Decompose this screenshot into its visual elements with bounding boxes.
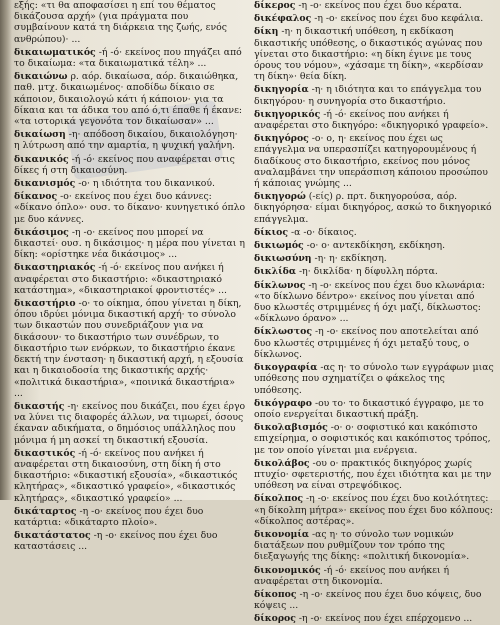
entry-definition: -η· η δικαστική υπόθεση, η εκδίκαση δικαστικής υπόθεσης, ο δικαστικός αγώνας που γίνεται στο δικαστήριο: «η δίκη έγινε με τους όρους του νόμου», «χάσαμε τη δίκη», «κερδίσαν τη δίκη»· θεία δίκη. bbox=[254, 26, 484, 83]
entry-headword: δικιωμός bbox=[254, 240, 304, 252]
dictionary-entry bbox=[254, 26, 494, 82]
dictionary-entry bbox=[14, 191, 246, 225]
dictionary-entry bbox=[14, 298, 246, 399]
entry-definition: -α -ο· δίκαιος. bbox=[291, 226, 357, 238]
entry-headword: δικηγόρος bbox=[254, 133, 309, 145]
entry-headword: δικηγορώ bbox=[254, 191, 306, 203]
entry-headword: δικονομικός bbox=[254, 564, 321, 576]
dictionary-entry bbox=[14, 530, 246, 552]
dictionary-entry bbox=[254, 529, 494, 563]
entry-headword: δικολαβισμός bbox=[254, 422, 328, 434]
entry-headword: δικαιώνω bbox=[14, 71, 68, 83]
entry-headword: δίκορος bbox=[254, 613, 296, 625]
entry-definition: -ή -ό· εκείνος που πηγάζει από το δικαίωμα: «τα δικαιωματικά τέλη» ... bbox=[14, 46, 242, 70]
entry-headword: δίκολπος bbox=[254, 493, 304, 505]
entry-definition: -ας η· το σύνολο των εγγράφων μιας υπόθεσης που σχηματίζει ο φάκελος της υπόθεσης. bbox=[254, 362, 494, 396]
entry-definition: -ή -ό· εκείνος που ανήκει ή αναφέρεται στη δικονομία. bbox=[254, 564, 450, 587]
entry-definition: -η -ο· εκείνος που έχει δυο κέρατα. bbox=[298, 0, 462, 11]
entry-definition: -η -ο· εκείνος που αποτελείται από δυο κλωστές στριμμένες ή όχι μεταξύ τους, ο δίκλωνος. bbox=[254, 326, 479, 360]
dictionary-entry bbox=[14, 506, 246, 528]
entry-definition: -ή -ό· εκείνος που ανήκει ή αναφέρεται στη δικαιοσύνη, στη δίκη ή στο δικαστήριο: «δικαστική εξουσία», «δικαστικός κλητήρας», «δικαστικό γραφείο», «δικαστικός κλητήρας», «δικαστικό γραφείο» ... bbox=[14, 447, 238, 504]
entry-headword: δίκη bbox=[254, 26, 279, 38]
entry-headword: δίκερος bbox=[254, 0, 296, 11]
entry-definition: -η· η ιδιότητα και το επάγγελμα του δικηγόρου· η συνηγορία στο δικαστήριο. bbox=[254, 84, 482, 107]
entry-headword: δίκιος bbox=[254, 226, 289, 238]
entry-headword: δικαίωση bbox=[14, 129, 66, 141]
dictionary-entry bbox=[254, 84, 494, 106]
entry-headword: δικανισμός bbox=[14, 178, 76, 190]
dictionary-entry bbox=[254, 191, 494, 225]
entry-definition: -ή -ό· εκείνος που ανήκει ή αναφέρεται στο δικαστήριο: «δικαστηριακό κατάστημα», «δικαστηριακοί φροντιστές» ... bbox=[14, 262, 227, 296]
entry-headword: δικηγορικός bbox=[254, 108, 321, 120]
entry-definition: ρ. αόρ. δικαίωσα, αόρ. δικαιώθηκα, παθ. μτχ. δικαιωμένος· αποδίδω δίκαιο σε κάποιον, δικαιολογώ κάτι ή κάποιον· για τα δίκαια και τα άδικα του από ό,τι έπαθε ή έκανε: «τα ιστορικά γεγονότα τον δικαίωσαν» ... bbox=[14, 71, 243, 128]
entry-definition: -η· η· εκδίκηση. bbox=[314, 253, 387, 265]
entry-definition: -η -ο· εκείνος που έχει δυο κατάρτια: «δικάταρτο πλοίο». bbox=[14, 505, 204, 528]
entry-headword: δικογραφία bbox=[254, 362, 318, 374]
dictionary-entry bbox=[14, 0, 246, 45]
entry-definition: -η -ο· εκείνος που μπορεί να δικαστεί· ουσ. η δικάσιμος· η μέρα που γίνεται η δίκη: «ορίστηκε νέα δικάσιμος» ... bbox=[14, 226, 245, 261]
entry-definition: -η -ο· εκείνος που έχει δυο κεφάλια. bbox=[314, 13, 484, 25]
entry-headword: δίκλωστος bbox=[254, 326, 313, 338]
dictionary-entry bbox=[254, 0, 494, 11]
dictionary-entry bbox=[254, 613, 494, 624]
dictionary-entry bbox=[14, 227, 246, 261]
dictionary-entry bbox=[254, 565, 494, 587]
entry-headword: δικαστικός bbox=[14, 447, 76, 459]
entry-headword: δικιωσύνη bbox=[254, 253, 312, 265]
dictionary-entry bbox=[254, 398, 494, 420]
dictionary-entry bbox=[14, 129, 246, 151]
book-spine-shadow bbox=[0, 0, 12, 500]
entry-definition: -η -ο· εκείνος που έχει επέρχομενο ... bbox=[298, 613, 473, 625]
dictionary-entry bbox=[14, 47, 246, 69]
dictionary-entry bbox=[254, 253, 494, 264]
entry-definition: (-είς) ρ. πρτ. δικηγορούσα, αόρ. δικηγόρησα· είμαι δικηγόρος, ασκώ το δικηγορικό επάγγελμα. bbox=[254, 191, 492, 225]
entry-headword: δικέφαλος bbox=[254, 13, 312, 25]
entry-definition: -ου ο· πρακτικός δικηγόρος χωρίς πτυχίο· σφετεριστής, που έχει ιδιότητα και με την υπόθεση να είναι στρεψόδικος. bbox=[254, 457, 492, 492]
dictionary-entry bbox=[254, 266, 494, 277]
dictionary-entry bbox=[14, 262, 246, 296]
entry-definition: -η -ο· εκείνος που έχει δυο κλωνάρια: «το δίκλωνο δέντρο»· εκείνος που γίνεται από δυο κλωστές στριμμένες ή όχι μαζί, δίκλωστος: «δίκλωνο όρανο» ... bbox=[254, 279, 485, 325]
entry-headword: δικάσιμος bbox=[14, 226, 69, 238]
entry-definition: -ή -ό· εκείνος που ανήκει ή αναφέρεται στο δικηγόρο: «δικηγορικό γραφείο». bbox=[254, 108, 489, 132]
entry-definition: -η -ο· εκείνος που έχει δυο καταστάσεις ... bbox=[14, 530, 218, 553]
entry-definition: -η· εκείνος που δικάζει, που έχει έργο να λύνει τις διαφορές άλλων, να τιμωρεί, όσους έκαναν αδικήματα, ο δημόσιος υπάλληλος που μόνιμα ή μη ασκεί τη δικαστική εξουσία. bbox=[14, 400, 246, 446]
dictionary-entry bbox=[254, 589, 494, 611]
entry-definition: -ο· ο, η· εκείνος που έχει ως επάγγελμα να υπερασπίζει κατηγορουμένους ή διαδίκους στο δικαστήριο, εκείνος που μόνος αναλαμβάνει την υπεράσπιση κάποιου προσώπου ή κάποιας γνώμης ... bbox=[254, 133, 488, 190]
entry-headword: δικαστής bbox=[14, 400, 65, 412]
dictionary-entry bbox=[254, 133, 494, 189]
dictionary-entry bbox=[14, 178, 246, 189]
entry-headword: δικαιωματικός bbox=[14, 46, 96, 58]
entry-headword: δικατάστατος bbox=[14, 530, 91, 542]
entry-definition: -η -ο· εκείνος που έχει δυο κόψεις, δυο κόψεις ... bbox=[254, 588, 482, 612]
entry-definition: -ο· το οίκημα, όπου γίνεται η δίκη, όπου ιδρύει μόνιμα δικαστική αρχή· το σύνολο των δικαστών που συνεδριάζουν για να δικάσουν· το δικαστήριο των συνέδρων, το δικαστήριο των ενόρκων, το δικαστήριο έκανε δεκτή την ένσταση· η δικαστική αρχή, η εξουσία και η δικαιοδοσία της δικαστικής αρχής· «πολιτικά δικαστήρια», «ποινικά δικαστήρια» ... bbox=[14, 298, 244, 399]
entry-headword: δικανικός bbox=[14, 153, 69, 165]
entry-definition: -ου το· το δικαστικό έγγραφο, με το οποίο ενεργείται δικαστική πράξη. bbox=[254, 397, 484, 420]
dictionary-entry bbox=[254, 422, 494, 456]
entry-headword: δικονομία bbox=[254, 528, 309, 540]
dictionary-entry bbox=[14, 448, 246, 504]
dictionary-entry bbox=[14, 154, 246, 176]
entry-definition: -ας η· το σύνολο των νομικών διατάξεων που ρυθμίζουν τον τρόπο της διεξαγωγής της δίκης: «πολιτική δικονομία». bbox=[254, 528, 470, 563]
entry-headword: δίκοπος bbox=[254, 588, 297, 600]
entry-definition: -η· δικλίδα· η δίφυλλη πόρτα. bbox=[299, 266, 438, 278]
dictionary-entry bbox=[254, 280, 494, 325]
entry-headword: δικόγραφο bbox=[254, 397, 312, 409]
entry-definition: -ο· ο· αντεκδίκηση, εκδίκηση. bbox=[306, 240, 446, 252]
entry-headword: δικαστήριο bbox=[14, 298, 76, 310]
dictionary-entry bbox=[254, 13, 494, 24]
dictionary-entry bbox=[254, 493, 494, 527]
left-column bbox=[14, 0, 246, 553]
entry-definition: -η· απόδοση δικαίου, δικαιολόγηση· η λύτρωση από την αμαρτία, η ψυχική γαλήνη. bbox=[14, 129, 238, 152]
entry-definition: -ή -ό· εκείνος που αναφέρεται στις δίκες ή στη δικαιοσύνη. bbox=[14, 153, 235, 176]
entry-definition: εξής: «τι θα αποφασίσει η επί του θέματος δικάζουσα αρχή» (για πράγματα που συμβαίνουν κατά τη διάρκεια της ζωής, ενός ανθρώπου)· ... bbox=[14, 0, 227, 45]
entry-definition: -ο· ο· σοφιστικό και κακόπιστο επιχείρημα, ο σοφιστικός και κακόπιστος τρόπος, με τον οποίο γίνεται μια ενέργεια. bbox=[254, 422, 491, 456]
dictionary-entry bbox=[254, 458, 494, 492]
entry-headword: δίκανος bbox=[14, 191, 58, 203]
dictionary-entry bbox=[254, 109, 494, 131]
entry-headword: δικολάβος bbox=[254, 457, 310, 469]
dictionary-entry bbox=[14, 401, 246, 446]
dictionary-entry bbox=[14, 71, 246, 127]
entry-headword: δικηγορία bbox=[254, 84, 309, 96]
dictionary-entry bbox=[254, 362, 494, 396]
entry-headword: δίκλωνος bbox=[254, 279, 306, 291]
dictionary-entry bbox=[254, 326, 494, 360]
entry-headword: δικαστηριακός bbox=[14, 262, 96, 274]
entry-definition: -η -ο· εκείνος που έχει δυο κοιλότητες: «η δίκολπη μήτρα»· εκείνος που έχει δυο κόλπους: «δίκολπος αστέρας». bbox=[254, 493, 493, 527]
dictionary-entry bbox=[254, 240, 494, 251]
right-column bbox=[254, 0, 494, 625]
entry-definition: -ο· η ιδιότητα του δικανικού. bbox=[78, 178, 216, 190]
entry-headword: δικλίδα bbox=[254, 266, 297, 278]
entry-definition: -ο· εκείνος που έχει δυο κάννες: «δίκανο όπλο»· ουσ. το δίκανο· κυνηγετικό όπλο με δυο κάννες. bbox=[14, 191, 246, 225]
dictionary-entry bbox=[254, 227, 494, 238]
entry-headword: δικάταρτος bbox=[14, 505, 77, 517]
